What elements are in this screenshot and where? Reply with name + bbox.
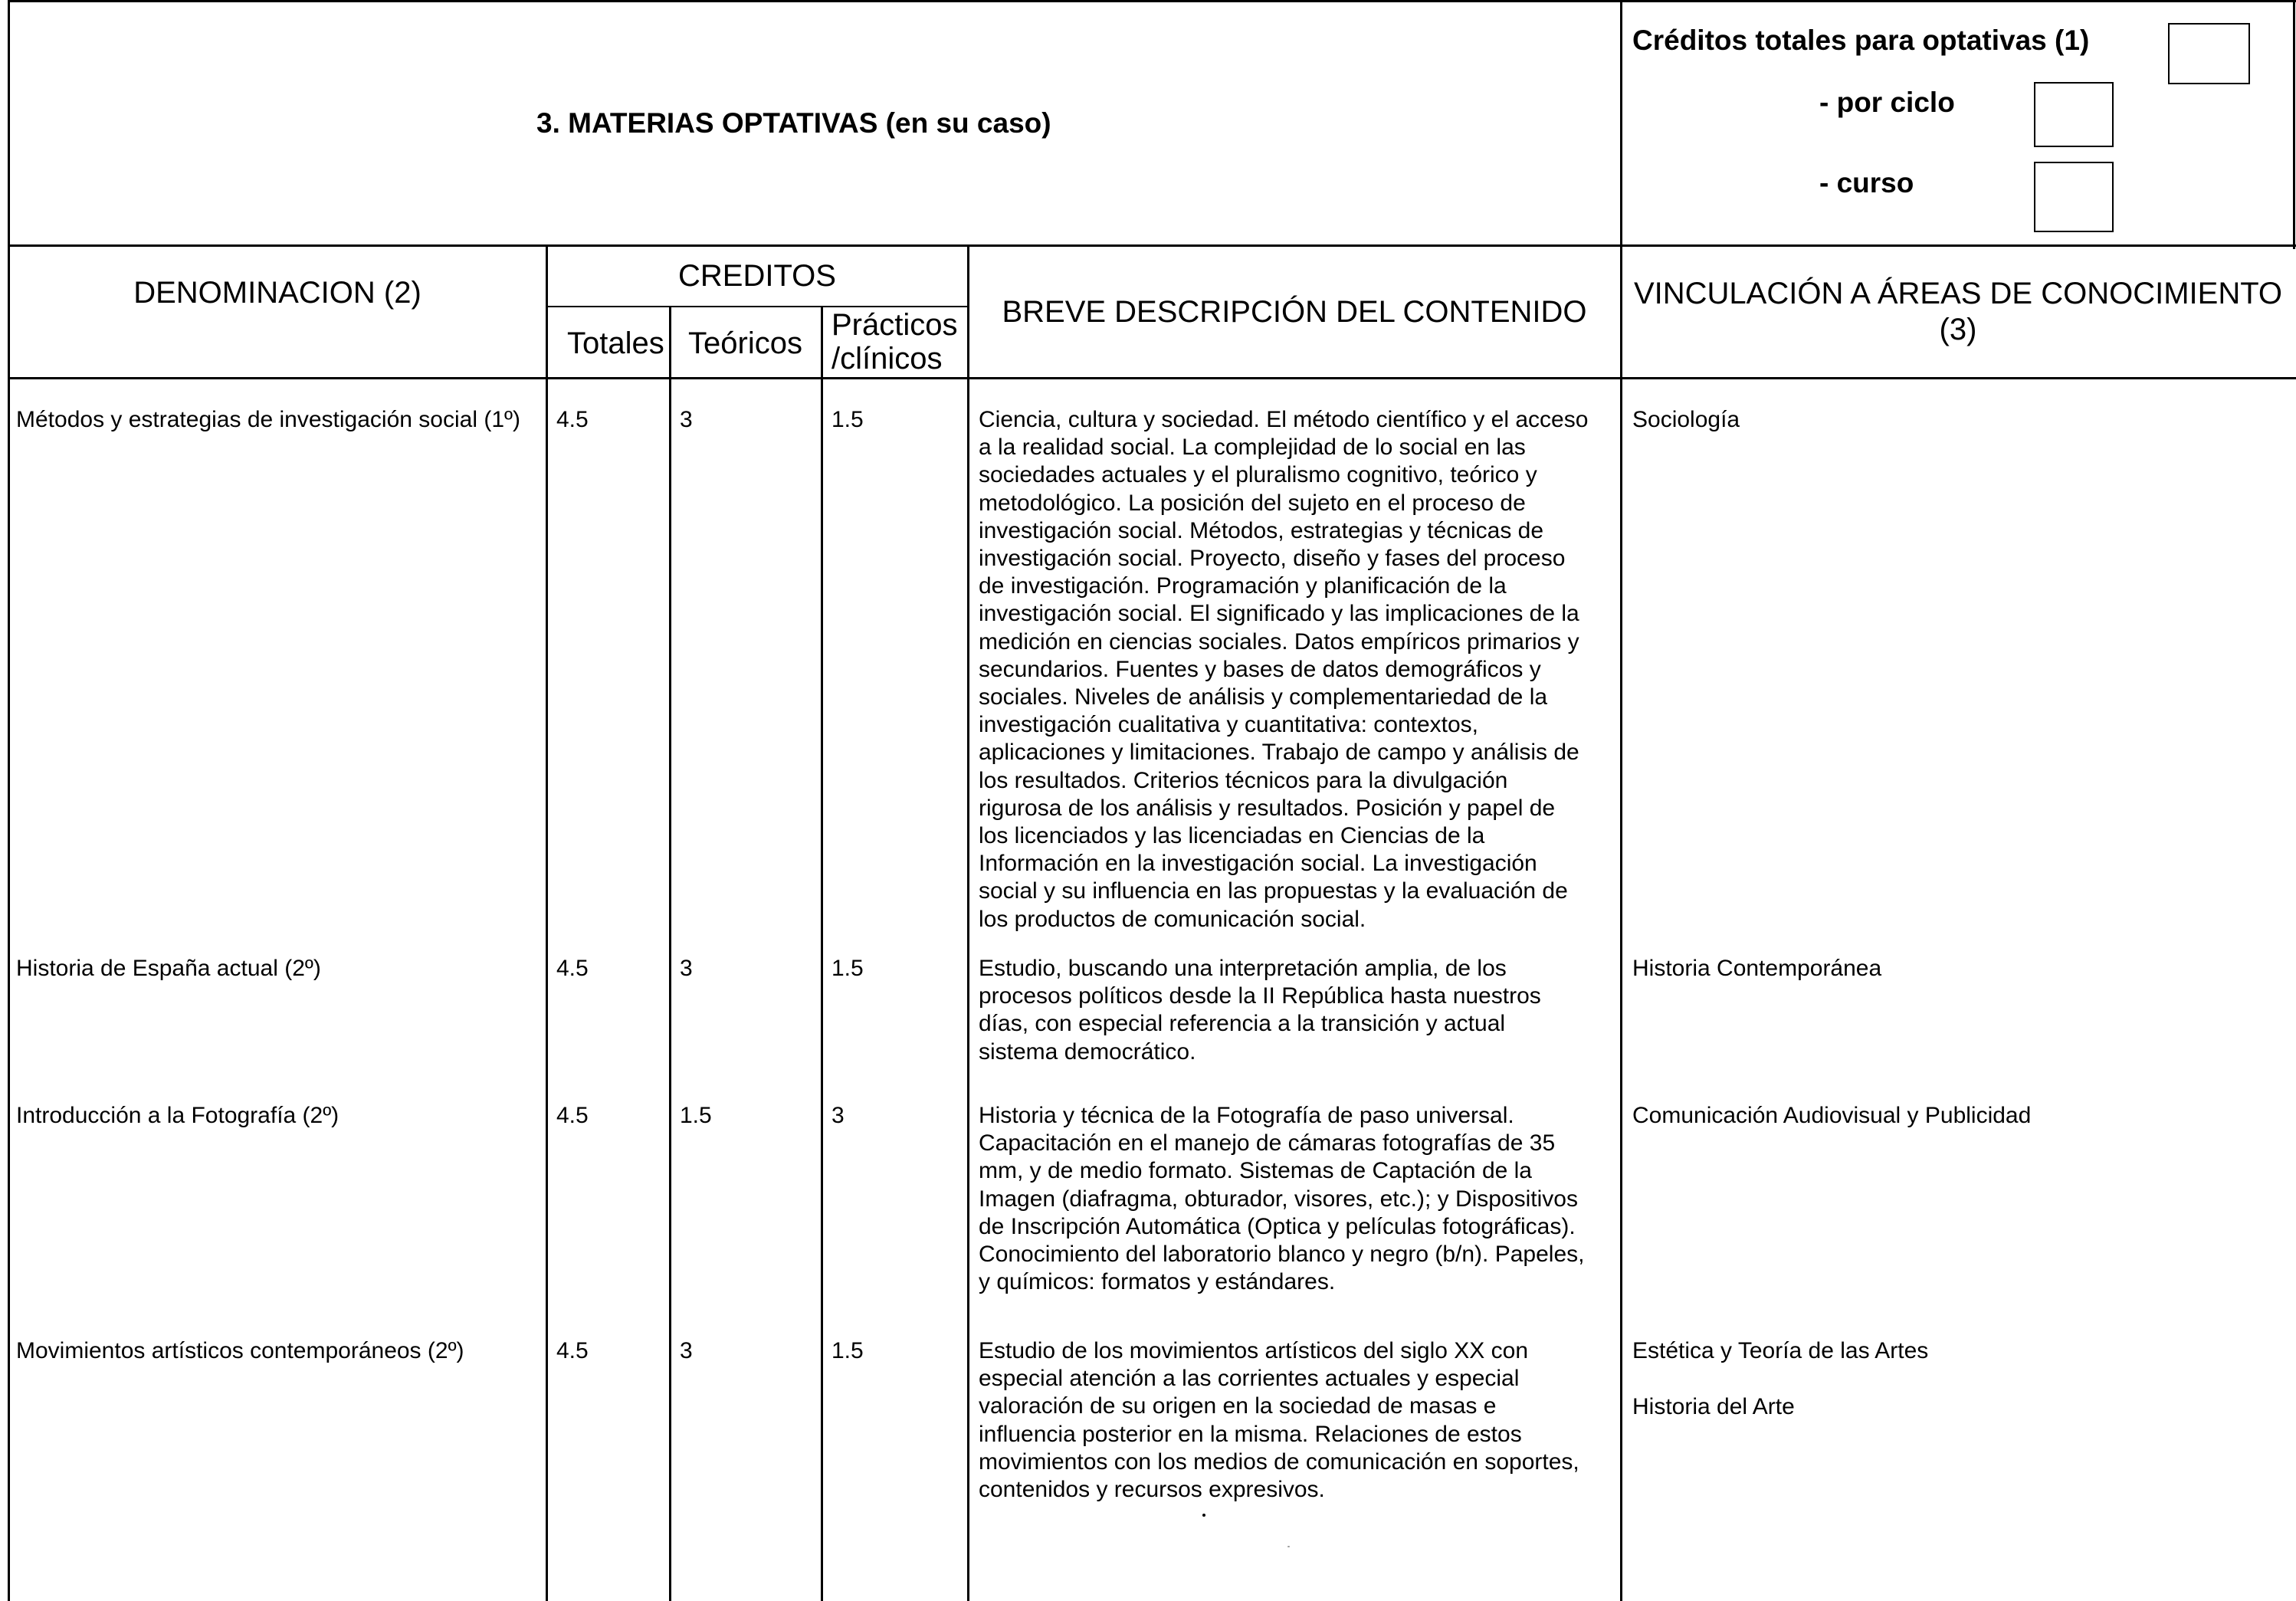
desc-line: social y su influencia en las propuestas y la evaluación de [979, 878, 1568, 904]
row-3-descripcion [979, 1102, 1607, 1296]
row-3-totales: 4.5 [556, 1103, 589, 1128]
desc-line: rigurosa de los análisis y resultados. Posición y papel de [979, 795, 1556, 821]
desc-line: procesos políticos desde la II República hasta nuestros [979, 983, 1541, 1009]
desc-line: Conocimiento del laboratorio blanco y negro (b/n). Papeles, [979, 1242, 1585, 1268]
desc-line: los resultados. Criterios técnicos para la divulgación [979, 767, 1508, 793]
desc-line: Estudio de los movimientos artísticos del siglo XX con [979, 1338, 1528, 1363]
desc-line: movimientos con los medios de comunicación en soportes, [979, 1448, 1579, 1475]
row-2-totales: 4.5 [556, 956, 589, 981]
desc-line: los productos de comunicación social. [979, 906, 1366, 932]
col-header-totales: Totales [567, 326, 664, 360]
desc-line: sistema democrático. [979, 1038, 1196, 1065]
row-2-denominacion: Historia de España actual (2º) [16, 956, 321, 981]
body-sep-3 [821, 379, 823, 1601]
desc-line: Capacitación en el manejo de cámaras fotografías de 35 [979, 1130, 1556, 1156]
col-header-practicos-1: Prácticos [831, 308, 958, 342]
desc-line: secundarios. Fuentes y bases de datos demográficos y [979, 656, 1541, 682]
row-3-denominacion: Introducción a la Fotografía (2º) [16, 1103, 339, 1128]
row-4-area-1: Estética y Teoría de las Artes [1632, 1338, 1929, 1363]
column-header-bottom [8, 377, 2296, 379]
body-sep-5 [1620, 379, 1622, 1601]
table-border-right [2293, 0, 2295, 249]
row-4-practicos: 1.5 [831, 1338, 864, 1363]
desc-line: y químicos: formatos y estándares. [979, 1269, 1336, 1295]
col-header-teoricos: Teóricos [688, 326, 802, 360]
desc-line: de Inscripción Automática (Optica y películas fotográficas). [979, 1213, 1576, 1239]
desc-line: Imagen (diafragma, obturador, visores, etc.); y Dispositivos [979, 1186, 1578, 1212]
desc-line: Información en la investigación social. La investigación [979, 851, 1537, 877]
creditos-subheader-line [546, 306, 969, 307]
desc-line: los licenciados y las licenciadas en Ciencias de la [979, 823, 1485, 849]
table-border-top [8, 0, 2296, 2]
row-1-totales: 4.5 [556, 407, 589, 432]
section-title: 3. MATERIAS OPTATIVAS (en su caso) [536, 107, 1051, 139]
scan-speck [1202, 1514, 1205, 1517]
desc-line: a la realidad social. La complejidad de lo social en las [979, 435, 1526, 461]
row-3-teoricos: 1.5 [680, 1103, 712, 1128]
desc-line: investigación social. El significado y las implicaciones de la [979, 601, 1579, 627]
desc-line: Historia y técnica de la Fotografía de paso universal. [979, 1103, 1514, 1128]
col-header-vinculacion [1622, 276, 2294, 348]
col-header-practicos-2: /clínicos [831, 342, 943, 376]
row-4-denominacion: Movimientos artísticos contemporáneos (2º) [16, 1338, 464, 1363]
table-border-left [8, 0, 10, 1601]
desc-line: contenidos y recursos expresivos. [979, 1477, 1325, 1503]
row-1-denominacion: Métodos y estrategias de investigación social (1º) [16, 407, 520, 432]
col-header-descripcion: BREVE DESCRIPCIÓN DEL CONTENIDO [1002, 295, 1587, 329]
desc-line: sociales. Niveles de análisis y complementariedad de la [979, 684, 1548, 710]
desc-line: días, con especial referencia a la transición y actual [979, 1011, 1506, 1037]
credits-total-label: Créditos totales para optativas (1) [1632, 25, 2090, 56]
row-4-descripcion [979, 1337, 1607, 1504]
desc-line: aplicaciones y limitaciones. Trabajo de campo y análisis de [979, 740, 1579, 766]
col-header-denominacion: DENOMINACION (2) [133, 276, 421, 310]
desc-line: valoración de su origen en la sociedad de masas e [979, 1393, 1497, 1419]
section-divider [8, 244, 2296, 247]
desc-line: investigación social. Métodos, estrategias y técnicas de [979, 517, 1544, 543]
col-sep-teoricos [821, 307, 823, 379]
row-1-teoricos: 3 [680, 407, 693, 432]
credits-total-box[interactable] [2168, 23, 2250, 84]
per-cycle-label: - por ciclo [1819, 87, 1955, 118]
desc-line: medición en ciencias sociales. Datos empíricos primarios y [979, 628, 1579, 655]
row-1-descripcion [979, 406, 1607, 933]
course-box[interactable] [2034, 162, 2114, 232]
desc-line: sociedades actuales y el pluralismo cognitivo, teórico y [979, 462, 1537, 488]
row-2-practicos: 1.5 [831, 956, 864, 981]
desc-line: mm, y de medio formato. Sistemas de Captación de la [979, 1158, 1532, 1184]
desc-line: Estudio, buscando una interpretación amplia, de los [979, 956, 1507, 981]
row-4-area-2: Historia del Arte [1632, 1394, 1795, 1419]
desc-line: investigación social. Proyecto, diseño y fases del proceso [979, 546, 1566, 572]
row-4-teoricos: 3 [680, 1338, 693, 1363]
col-header-creditos: CREDITOS [678, 259, 836, 293]
row-2-teoricos: 3 [680, 956, 693, 981]
col-header-practicos [831, 308, 969, 376]
body-sep-2 [669, 379, 671, 1601]
body-sep-4 [967, 379, 969, 1601]
per-cycle-box[interactable] [2034, 82, 2114, 147]
header-divider [1620, 0, 1622, 249]
row-1-practicos: 1.5 [831, 407, 864, 432]
row-3-area: Comunicación Audiovisual y Publicidad [1632, 1103, 2032, 1128]
desc-line: especial atención a las corrientes actuales y especial [979, 1366, 1520, 1392]
col-header-vinculacion-1: VINCULACIÓN A ÁREAS DE CONOCIMIENTO [1633, 277, 2283, 310]
scan-speck [1287, 1546, 1290, 1547]
course-label: - curso [1819, 167, 1914, 198]
desc-line: metodológico. La posición del sujeto en el proceso de [979, 490, 1526, 516]
col-sep-totales [669, 307, 671, 379]
desc-line: Ciencia, cultura y sociedad. El método científico y el acceso [979, 407, 1589, 432]
row-2-area: Historia Contemporánea [1632, 956, 1882, 981]
desc-line: de investigación. Programación y planificación de la [979, 573, 1507, 599]
body-sep-1 [546, 379, 548, 1601]
row-3-practicos: 3 [831, 1103, 845, 1128]
row-2-descripcion [979, 955, 1607, 1066]
desc-line: investigación cualitativa y cuantitativa: contextos, [979, 712, 1479, 738]
col-header-vinculacion-2: (3) [1939, 313, 1977, 346]
row-4-totales: 4.5 [556, 1338, 589, 1363]
desc-line: influencia posterior en la misma. Relaciones de estos [979, 1421, 1522, 1447]
row-1-area: Sociología [1632, 407, 1740, 432]
